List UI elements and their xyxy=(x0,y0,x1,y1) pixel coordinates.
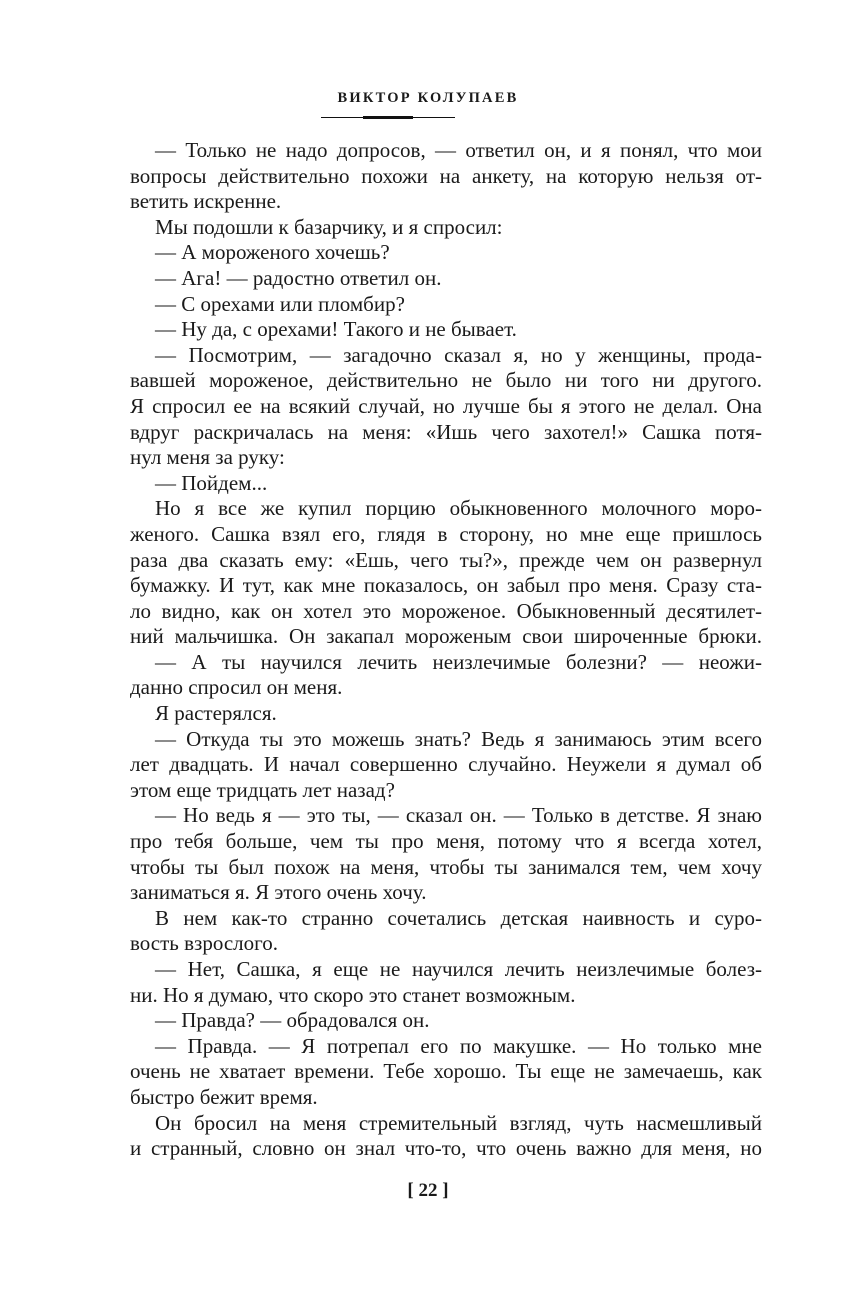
text-line: лет двадцать. И начал совершенно случайно. Неужели я думал об xyxy=(130,752,762,777)
text-line: — Посмотрим, — загадочно сказал я, но у женщины, прода- xyxy=(155,342,762,367)
text-line: — Но ведь я — это ты, — сказал он. — Только в детстве. Я знаю xyxy=(155,803,762,828)
text-line: этом еще тридцать лет назад? xyxy=(130,777,395,802)
text-line: заниматься я. Я этого очень хочу. xyxy=(130,880,427,905)
text-line: — А ты научился лечить неизлечимые болезни? — неожи- xyxy=(155,649,762,674)
text-line: про тебя больше, чем ты про меня, потому что я всегда хотел, xyxy=(130,829,762,854)
text-line: Мы подошли к базарчику, и я спросил: xyxy=(155,214,503,239)
text-line: Я растерялся. xyxy=(155,701,277,726)
text-line: ло видно, как он хотел это мороженое. Обыкновенный десятилет- xyxy=(130,598,762,623)
text-line: вопросы действительно похожи на анкету, на которую нельзя от- xyxy=(130,163,762,188)
text-line: нул меня за руку: xyxy=(130,445,285,470)
text-line: ни. Но я думаю, что скоро это станет возможным. xyxy=(130,982,576,1007)
text-line: раза два сказать ему: «Ешь, чего ты?», прежде чем он развернул xyxy=(130,547,762,572)
text-line: — А мороженого хочешь? xyxy=(155,240,390,265)
text-line: — Только не надо допросов, — ответил он, и я понял, что мои xyxy=(155,138,762,162)
text-line: — С орехами или пломбир? xyxy=(155,291,405,316)
text-line: — Правда? — обрадовался он. xyxy=(155,1008,430,1033)
text-line: — Ага! — радостно ответил он. xyxy=(155,265,442,290)
text-line: В нем как-то странно сочетались детская наивность и суро- xyxy=(155,905,762,930)
text-line: и странный, словно он знал что-то, что очень важно для меня, но xyxy=(130,1136,762,1161)
text-line: очень не хватает времени. Тебе хорошо. Ты еще не замечаешь, как xyxy=(130,1059,762,1084)
text-line: — Правда. — Я потрепал его по макушке. — Но только мне xyxy=(155,1033,762,1058)
text-line: Но я все же купил порцию обыкновенного молочного моро- xyxy=(155,496,762,521)
text-line: вость взрослого. xyxy=(130,931,278,956)
page-number: [ 22 ] xyxy=(407,1180,449,1201)
text-line: данно спросил он меня. xyxy=(130,675,343,700)
text-line: — Пойдем... xyxy=(155,470,268,495)
page-body-text xyxy=(130,138,762,1162)
text-line: — Нет, Сашка, я еще не научился лечить неизлечимые болез- xyxy=(155,957,762,981)
text-line: — Ну да, с орехами! Такого и не бывает. xyxy=(155,317,517,342)
text-line: вдруг раскричалась на меня: «Ишь чего захотел!» Сашка потя- xyxy=(130,419,762,444)
text-line: Я спросил ее на всякий случай, но лучше бы я этого не делал. Она xyxy=(130,393,762,418)
text-line: ний мальчишка. Он закапал мороженым свои широченные брюки. xyxy=(130,624,762,649)
text-line: Он бросил на меня стремительный взгляд, чуть насмешливый xyxy=(155,1110,762,1135)
running-header-author: ВИКТОР КОЛУПАЕВ xyxy=(337,90,519,106)
text-line: бумажку. И тут, как мне показалось, он забыл про меня. Сразу ста- xyxy=(130,573,762,598)
text-line: вавшей мороженое, действительно не было ни того ни другого. xyxy=(130,368,762,393)
text-line: чтобы ты был похож на меня, чтобы ты занимался тем, чем хочу xyxy=(130,854,762,879)
text-line: быстро бежит время. xyxy=(130,1084,318,1109)
text-line: женого. Сашка взял его, глядя в сторону, но мне еще пришлось xyxy=(130,521,762,546)
header-rule-accent xyxy=(363,116,413,119)
text-line: — Откуда ты это можешь знать? Ведь я занимаюсь этим всего xyxy=(155,726,762,751)
text-line: ветить искренне. xyxy=(130,189,282,214)
